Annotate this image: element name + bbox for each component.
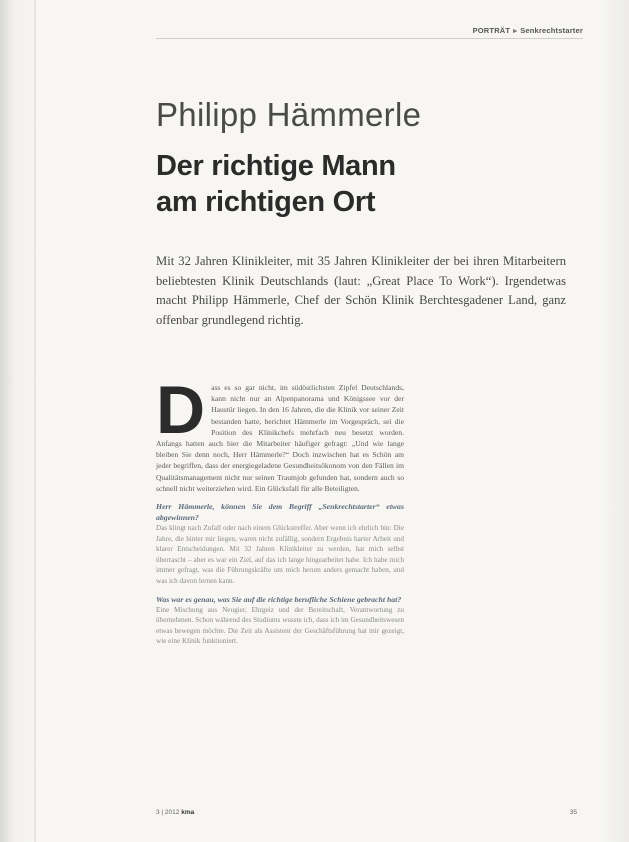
subsection-label: Senkrechtstarter [520,26,583,35]
interview-question-2: Was war es genau, was Sie auf die richtige berufliche Schiene gebracht hat? [156,594,402,604]
headline-line-2: am richtigen Ort [156,186,376,218]
page-number: 35 [569,809,577,816]
headline-line-1: Der richtige Mann [156,150,396,182]
section-header [473,26,583,35]
interview-answer-2: Eine Mischung aus Neugier, Ehrgeiz und der Bereitschaft, Verantwortung zu übernehmen. Schon während des Studiums wusste ich, dass ich im Gesundheitswesen etwas bewegen möchte. Die Zeit als Assistent der Geschäftsführung hat mir gezeigt, wie eine Klinik funktioniert. [156,605,404,646]
section-label: PORTRÄT [472,26,511,35]
interview-answer-1: Das klingt nach Zufall oder nach einem Glückstreffer. Aber wenn ich ehrlich bin: Die Jahre, die hinter mir liegen, waren nicht zufällig, sondern Ergebnis harter Arbeit und klarer Entscheidungen. Mit 32 Jahren Klinikleiter zu werden, hat mich selbst überrascht – aber es war ein Ziel, auf das ich lange hingearbeitet habe. Ich habe mich immer gefragt, was die Führungskräfte um mich herum anders gemacht haben, und was ich davon lernen kann. [156,524,404,585]
page-fold-shadow [34,0,36,842]
interview-question-1: Herr Hämmerle, können Sie dem Begriff „Senkrechtstarter“ etwas abgewinnen? [156,502,404,523]
brand-label: kma [181,809,195,816]
intro-text: ass es so gar nicht, im südöstlichsten Zipfel Deutschlands, kann nicht nur an Alpenpanorama und Königssee vor der Haustür liegen. In den 16 Jahren, die die Klinik vor seiner Zeit bestanden hatte, berichtet Hämmerle im Vorgespräch, sei die Position des Klinikchefs mehrfach neu besetzt worden. Anfangs hatten auch hier die Mitarbeiter häufiger gefragt: „Und wie lange bleiben Sie denn noch, Herr Hämmerle?“ Doch inzwischen hat es Schön am jeder begriffen, dass der energiegeladene Gesundheitsökonom von den Fällen im Qualitätsmanagement nicht nur seinen Traumjob gefunden hat, sondern auch so schnell nicht weiterziehen wird. Ein Glücksfall für alle Beteiligten. [156,383,404,493]
article-headline [156,148,576,220]
article-person-name: Philipp Hämmerle [156,96,422,133]
drop-cap: D [156,372,206,448]
page-footer [156,809,194,816]
issue-label: 3 | 2012 [156,809,180,816]
article-body-column [156,372,404,647]
article-lead: Mit 32 Jahren Klinikleiter, mit 35 Jahren Klinikleiter der bei ihren Mitarbeitern beliebtesten Klinik Deutschlands (laut: „Great Place To Work“). Irgendetwas macht Philipp Hämmerle, Chef der Schön Klinik Berchtesgadener Land, ganz offenbar grundlegend richtig. [156,254,566,327]
arrow-right-icon: ▸ [513,26,518,35]
intro-paragraph [156,372,404,494]
header-rule [156,38,583,39]
